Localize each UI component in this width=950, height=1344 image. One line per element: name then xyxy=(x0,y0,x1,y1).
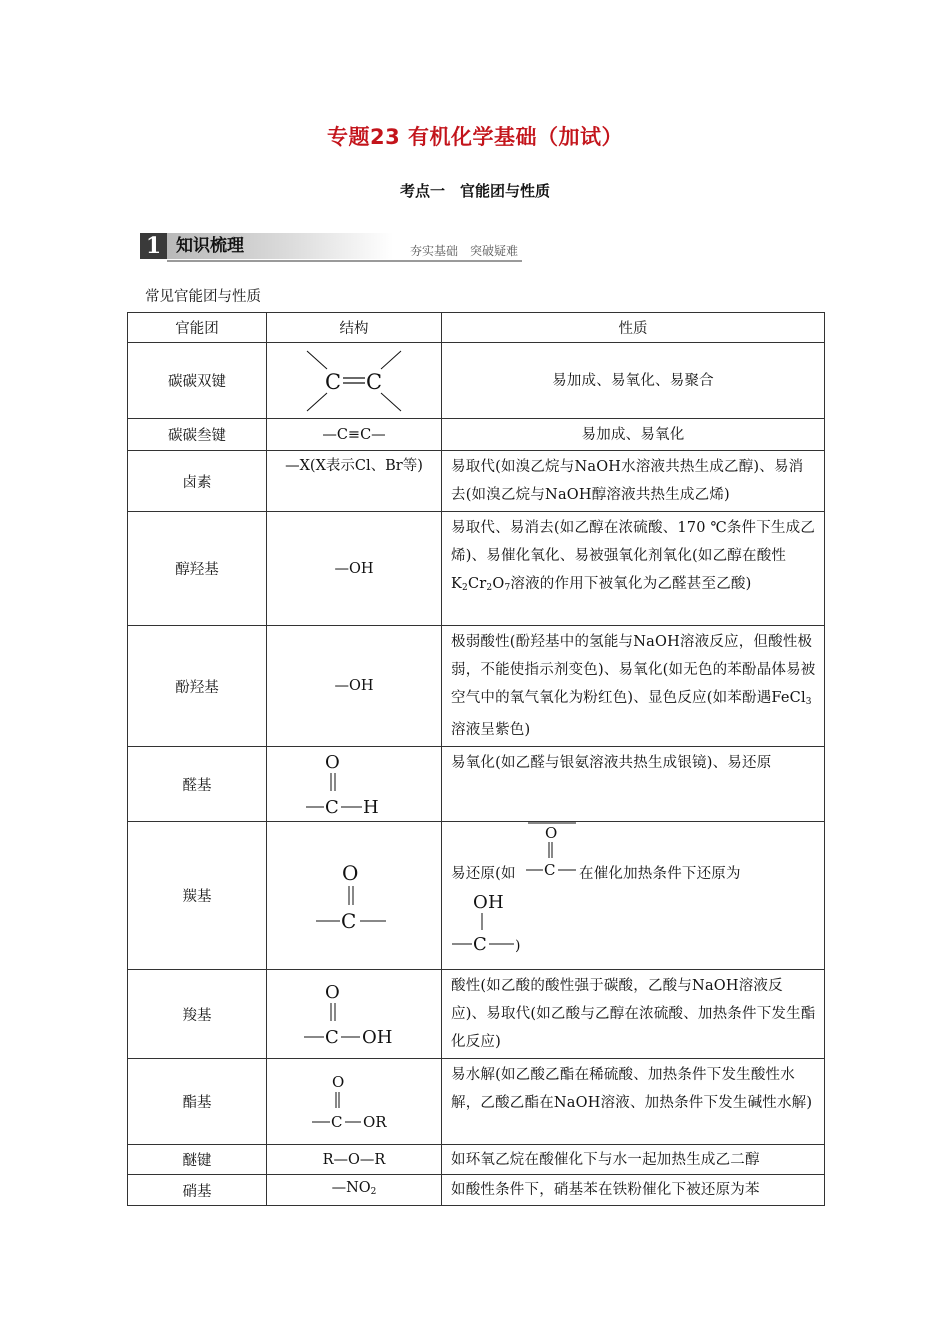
structure-cell: —C≡C— xyxy=(267,419,442,451)
group-name: 碳碳双键 xyxy=(128,343,267,419)
alcohol-product xyxy=(452,890,532,955)
structure-cell xyxy=(267,822,442,970)
page-title: 专题23 有机化学基础（加试） xyxy=(326,125,624,149)
group-name: 酯基 xyxy=(128,1059,267,1145)
structure-cell xyxy=(267,970,442,1059)
atom-o: O xyxy=(325,752,340,773)
group-property: 易加成、易氧化、易聚合 xyxy=(442,343,825,419)
structure-cell: —OH xyxy=(267,626,442,747)
header-structure: 结构 xyxy=(267,313,442,343)
banner-heading: 知识梳理 xyxy=(167,233,393,259)
banner-number: 1 xyxy=(140,233,167,259)
atom-c: C xyxy=(325,1027,339,1048)
inline-carbonyl xyxy=(526,822,578,882)
structure-cell: —OH xyxy=(267,512,442,626)
aldehyde-structure xyxy=(304,749,404,819)
section-subtitle: 考点一 官能团与性质 xyxy=(399,182,550,200)
banner-tagline: 夯实基础 突破疑难 xyxy=(409,244,518,258)
atom-c: C xyxy=(325,797,339,818)
structure-text: —NO xyxy=(331,1180,371,1196)
atom-h: H xyxy=(363,797,379,818)
table-row xyxy=(128,747,825,822)
group-property xyxy=(442,512,825,626)
property-text: 易还原(如 xyxy=(451,866,516,882)
structure-cell: —X(X表示Cl、Br等) xyxy=(267,451,442,512)
group-property xyxy=(442,822,825,970)
group-property: 易取代(如溴乙烷与NaOH水溶液共热生成乙醇)、易消去(如溴乙烷与NaOH醇溶液共热生成乙烯) xyxy=(442,451,825,512)
table-row xyxy=(128,419,825,451)
functional-group-table xyxy=(127,312,825,1206)
group-name: 碳碳叁键 xyxy=(128,419,267,451)
header-property: 性质 xyxy=(442,313,825,343)
closing-paren: ) xyxy=(515,938,521,954)
atom-or: OR xyxy=(363,1112,387,1131)
group-property: 易加成、易氧化 xyxy=(442,419,825,451)
table-row xyxy=(128,970,825,1059)
table-row xyxy=(128,512,825,626)
table-row xyxy=(128,343,825,419)
atom-oh: OH xyxy=(473,892,504,913)
structure-cell: R—O—R xyxy=(267,1145,442,1175)
alkene-structure xyxy=(299,345,409,417)
table-row xyxy=(128,1175,825,1206)
subscript: 2 xyxy=(486,583,493,593)
atom-o: O xyxy=(325,982,340,1003)
subscript: 2 xyxy=(462,583,468,593)
header-group: 官能团 xyxy=(128,313,267,343)
atom-o: O xyxy=(332,1072,345,1091)
group-name: 醇羟基 xyxy=(128,512,267,626)
property-text: 在催化加热条件下还原为 xyxy=(579,866,741,882)
banner-underline xyxy=(167,260,522,262)
atom-c: C xyxy=(341,908,357,933)
section-banner xyxy=(140,233,522,263)
carboxyl-structure xyxy=(304,979,404,1049)
subscript: 7 xyxy=(504,583,511,593)
group-name: 硝基 xyxy=(128,1175,267,1206)
atom-o: O xyxy=(342,860,359,885)
property-text: 易取代、易消去(如乙醇在浓硫酸、170 ℃条件下生成乙烯)、易催化氧化、易被强氧化剂氧化(如乙醇在酸性K xyxy=(451,520,816,592)
property-text: 溶液呈紫色) xyxy=(451,722,531,738)
structure-cell xyxy=(267,1059,442,1145)
table-row xyxy=(128,1145,825,1175)
atom-c: C xyxy=(331,1112,343,1131)
table-header-row xyxy=(128,313,825,343)
group-name: 羧基 xyxy=(128,970,267,1059)
group-property: 如环氧乙烷在酸催化下与水一起加热生成乙二醇 xyxy=(442,1145,825,1175)
ester-structure xyxy=(312,1071,396,1133)
structure-cell xyxy=(267,747,442,822)
property-text: 极弱酸性(酚羟基中的氢能与NaOH溶液反应，但酸性极弱，不能使指示剂变色)、易氧化(如无色的苯酚晶体易被空气中的氧气氧化为粉红色)、显色反应(如苯酚遇FeCl xyxy=(451,634,816,706)
group-property: 如酸性条件下，硝基苯在铁粉催化下被还原为苯 xyxy=(442,1175,825,1206)
table-row xyxy=(128,626,825,747)
atom-c: C xyxy=(544,861,556,879)
atom-oh: OH xyxy=(362,1027,393,1048)
table-row xyxy=(128,451,825,512)
property-text: 溶液的作用下被氧化为乙醛甚至乙酸) xyxy=(510,576,752,592)
group-property xyxy=(442,626,825,747)
table-caption: 常见官能团与性质 xyxy=(145,289,261,305)
atom-c1: C xyxy=(325,369,342,394)
structure-cell xyxy=(267,1175,442,1206)
structure-cell xyxy=(267,343,442,419)
table-row xyxy=(128,822,825,970)
atom-c2: C xyxy=(366,369,383,394)
subscript: 2 xyxy=(370,1187,377,1197)
table-row xyxy=(128,1059,825,1145)
group-name: 醛基 xyxy=(128,747,267,822)
group-name: 羰基 xyxy=(128,822,267,970)
group-name: 醚键 xyxy=(128,1145,267,1175)
property-text: Cr xyxy=(467,576,487,592)
atom-c: C xyxy=(473,934,487,955)
group-name: 酚羟基 xyxy=(128,626,267,747)
group-name: 卤素 xyxy=(128,451,267,512)
group-property: 易氧化(如乙醛与银氨溶液共热生成银镜)、易还原 xyxy=(442,747,825,822)
carbonyl-structure xyxy=(314,860,394,932)
subscript: 3 xyxy=(805,697,812,707)
property-text: O xyxy=(492,576,505,592)
group-property: 易水解(如乙酸乙酯在稀硫酸、加热条件下发生酸性水解，乙酸乙酯在NaOH溶液、加热条件下发生碱性水解) xyxy=(442,1059,825,1145)
group-property: 酸性(如乙酸的酸性强于碳酸，乙酸与NaOH溶液反应)、易取代(如乙酸与乙醇在浓硫酸、加热条件下发生酯化反应) xyxy=(442,970,825,1059)
atom-o: O xyxy=(545,824,558,842)
